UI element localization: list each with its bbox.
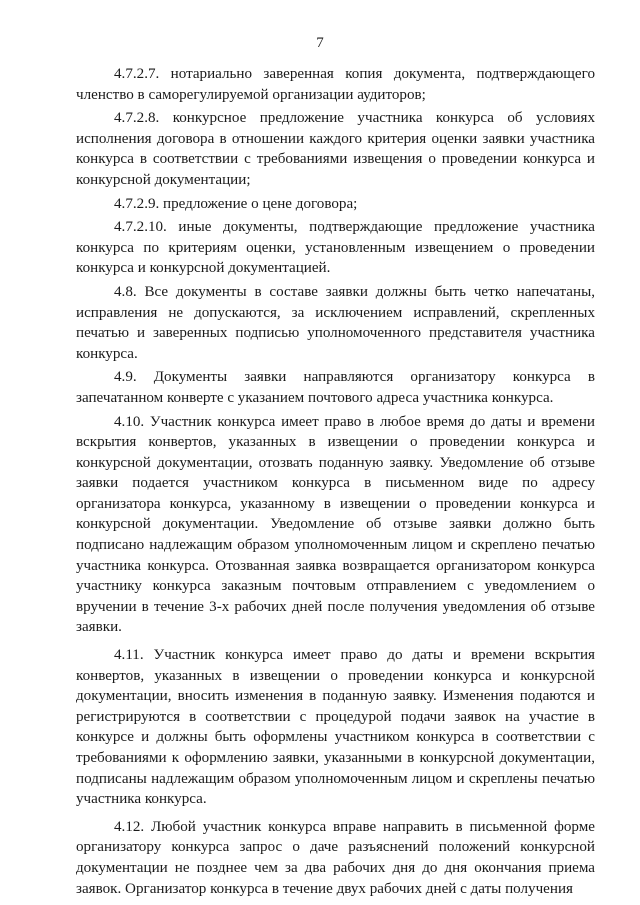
paragraph-4-7-2-9: 4.7.2.9. предложение о цене договора; <box>114 195 358 212</box>
paragraph-4-11: 4.11. Участник конкурса имеет право до даты и времени вскрытия конвертов, указанных в извещении о проведении конкурса и конкурсной документации, вносить изменения в поданную заявку. Изменения подаются и регистрируются в соответствии с процедурой подачи заявок на участие в конкурсе и должны быть оформлены участником конкурса в соответствии с требованиями к оформлению заявки, указанными в конкурсной документации, подписаны надлежащим образом уполномоченным лицом и скреплены печатью участника конкурса. <box>76 647 595 808</box>
paragraph-4-10: 4.10. Участник конкурса имеет право в любое время до даты и времени вскрытия конвертов, указанных в извещении о проведении конкурса и конкурсной документации, отозвать поданную заявку. Уведомление об отзыве заявки подается участником конкурса в письменном виде по адресу организатора конкурса, указанному в извещении о проведении конкурса и конкурсной документации. Уведомление об отзыве заявки должно быть подписано надлежащим образом уполномоченным лицом и скреплено печатью участника конкурса. Отозванная заявка возвращается организатором конкурса участнику конкурса заказным почтовым отправлением с уведомлением о вручении в течение 3-х рабочих дней после получения уведомления об отзыве заявки. <box>76 413 595 636</box>
page-number: 7 <box>316 35 324 51</box>
paragraph-4-7-2-10: 4.7.2.10. иные документы, подтверждающие предложение участника конкурса по критериям оценки, установленным извещением о проведении конкурса и конкурсной документацией. <box>76 219 595 277</box>
paragraph-4-12: 4.12. Любой участник конкурса вправе направить в письменной форме организатору конкурса запрос о даче разъяснений положений конкурсной документации не позднее чем за два рабочих дня до дня окончания приема заявок. Организатор конкурса в течение двух рабочих дней с даты получения <box>76 818 595 897</box>
document-body <box>76 64 595 902</box>
paragraph-4-7-2-8: 4.7.2.8. конкурсное предложение участника конкурса об условиях исполнения договора в отношении каждого критерия оценки заявки участника конкурса в соответствии с требованиями извещения о проведении конкурса и конкурсной документации; <box>76 110 595 188</box>
paragraph-4-7-2-7: 4.7.2.7. нотариально заверенная копия документа, подтверждающего членство в саморегулируемой организации аудиторов; <box>76 66 595 103</box>
paragraph-4-8: 4.8. Все документы в составе заявки должны быть четко напечатаны, исправления не допускаются, за исключением исправлений, скрепленных печатью и заверенных подписью уполномоченного представителя участника конкурса. <box>76 283 595 362</box>
paragraph-4-9: 4.9. Документы заявки направляются организатору конкурса в запечатанном конверте с указанием почтового адреса участника конкурса. <box>76 369 595 406</box>
